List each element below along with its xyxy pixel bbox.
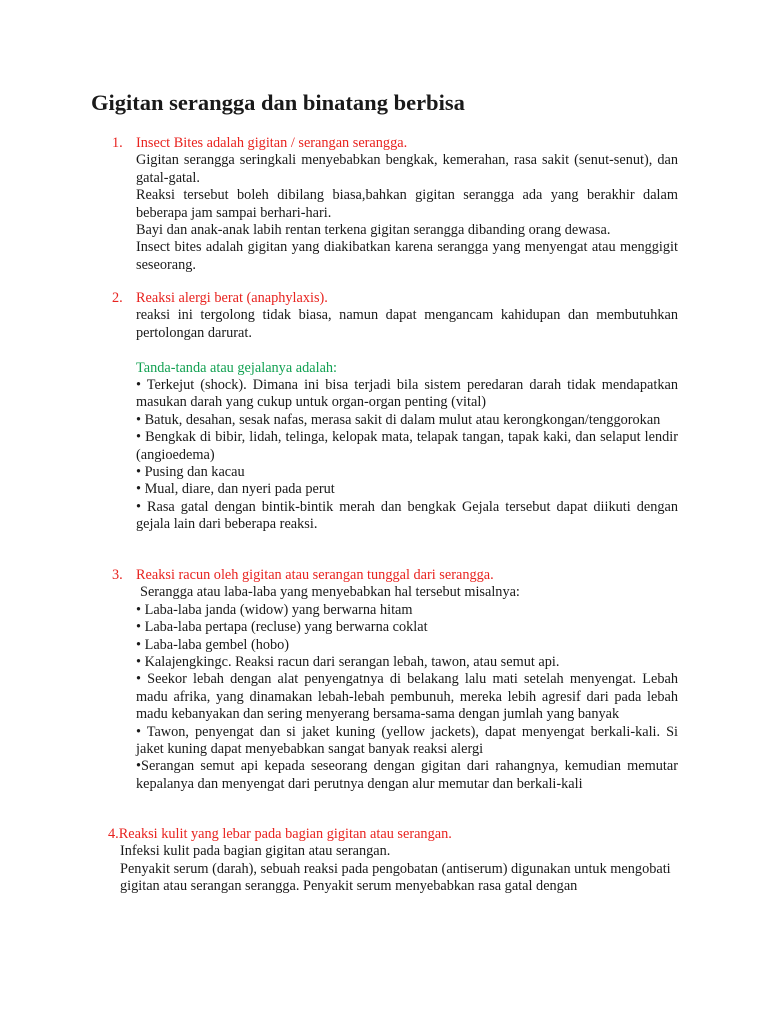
list-item: • Mual, diare, dan nyeri pada perut xyxy=(136,481,335,498)
list-item: • Terkejut (shock). Dimana ini bisa terjadi bila sistem peredaran darah tidak mendapatkan masukan darah yang cukup untuk organ-organ penting (vital) xyxy=(136,377,678,411)
section-3-paragraph: Serangga atau laba-laba yang menyebabkan hal tersebut misalnya: xyxy=(140,584,520,601)
section-3-number: 3. xyxy=(112,567,123,583)
section-1-paragraph: Bayi dan anak-anak labih rentan terkena gigitan serangga dibanding orang dewasa. xyxy=(136,222,611,239)
section-4-paragraph: Infeksi kulit pada bagian gigitan atau serangan. xyxy=(120,843,391,860)
section-3-heading-text: Reaksi racun oleh gigitan atau serangan tunggal dari serangga. xyxy=(136,567,494,583)
list-item: • Bengkak di bibir, lidah, telinga, kelopak mata, telapak tangan, tapak kaki, dan selaput lendir (angioedema) xyxy=(136,429,678,463)
document-title: Gigitan serangga dan binatang berbisa xyxy=(91,90,465,115)
list-item: • Tawon, penyengat dan si jaket kuning (yellow jackets), dapat menyengat berkali-kali. Si jaket kuning dapat menyebabkan sangat banyak reaksi alergi xyxy=(136,723,678,758)
list-item: • Pusing dan kacau xyxy=(136,464,245,481)
section-2 xyxy=(112,290,678,534)
section-1-paragraph: Reaksi tersebut boleh dibilang biasa,bahkan gigitan serangga ada yang berakhir dalam beberapa jam sampai berhari-hari. xyxy=(136,187,678,221)
section-4-paragraph: Penyakit serum (darah), sebuah reaksi pada pengobatan (antiserum) digunakan untuk mengobati gigitan atau serangan serangga. Penyakit serum menyebabkan rasa gatal dengan xyxy=(120,860,671,895)
section-1 xyxy=(112,135,678,274)
section-4 xyxy=(108,826,680,896)
list-item: • Laba-laba gembel (hobo) xyxy=(136,636,290,653)
section-1-heading xyxy=(112,135,678,152)
list-item: • Laba-laba pertapa (recluse) yang berwarna coklat xyxy=(136,619,428,636)
section-1-paragraph: Insect bites adalah gigitan yang diakibatkan karena serangga yang menyengat atau menggigit seseorang. xyxy=(136,239,678,273)
section-3-heading xyxy=(112,567,678,584)
list-item: • Seekor lebah dengan alat penyengatnya di belakang lalu mati setelah menyengat. Lebah madu afrika, yang dinamakan lebah-lebah pembunuh, mereka lebih agresif dari pada lebah madu kebanyakan dan sering menyerang bersama-sama dengan jumlah yang banyak xyxy=(136,671,678,723)
list-item: •Serangan semut api kepada seseorang dengan gigitan dari rahangnya, kemudian memutar kepalanya dan menyengat dari perutnya dengan alur memutar dan berkali-kali xyxy=(136,758,678,792)
section-1-number: 1. xyxy=(112,135,123,151)
list-item: • Kalajengkingc. Reaksi racun dari serangan lebah, tawon, atau semut api. xyxy=(136,654,560,671)
section-1-paragraph: Gigitan serangga seringkali menyebabkan bengkak, kemerahan, rasa sakit (senut-senut), dan gatal-gatal. xyxy=(136,152,678,186)
section-1-heading-text: Insect Bites adalah gigitan / serangan serangga. xyxy=(136,135,408,151)
section-2-heading xyxy=(112,290,678,307)
section-4-heading: 4.Reaksi kulit yang lebar pada bagian gigitan atau serangan. xyxy=(108,826,452,842)
symptoms-subheading: Tanda-tanda atau gejalanya adalah: xyxy=(136,359,338,376)
list-item: • Laba-laba janda (widow) yang berwarna hitam xyxy=(136,601,413,618)
section-2-number: 2. xyxy=(112,290,123,306)
section-2-paragraph: reaksi ini tergolong tidak biasa, namun dapat mengancam kahidupan dan membutuhkan pertolongan darurat. xyxy=(136,307,678,341)
list-item: • Rasa gatal dengan bintik-bintik merah dan bengkak Gejala tersebut dapat diikuti dengan gejala lain dari beberapa reaksi. xyxy=(136,498,678,533)
section-2-heading-text: Reaksi alergi berat (anaphylaxis). xyxy=(136,290,328,306)
section-3 xyxy=(112,567,678,793)
list-item: • Batuk, desahan, sesak nafas, merasa sakit di dalam mulut atau kerongkongan/tenggorokan xyxy=(136,411,661,428)
